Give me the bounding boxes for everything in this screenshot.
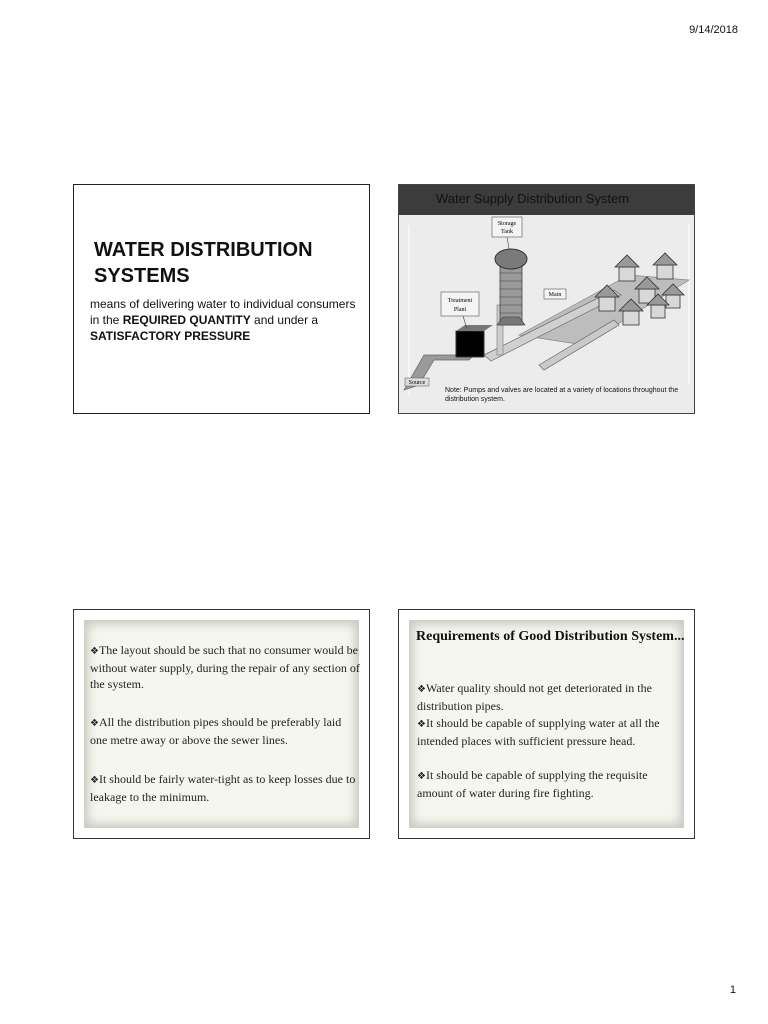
slide-1-body-text-1: means of delivering water to individual consumers in the — [90, 297, 356, 327]
treatment-plant-building — [456, 331, 484, 357]
page-date: 9/14/2018 — [689, 24, 738, 36]
slide-3-bullet-1-text: The layout should be such that no consumer would be without water supply, during the repair of any section of the system. — [90, 643, 360, 691]
slide-2-title: Water Supply Distribution System — [436, 191, 630, 206]
bullet-marker-icon: ❖ — [90, 775, 99, 786]
slide-4-bullet-3-text: It should be capable of supplying the requisite amount of water during fire fighting. — [417, 768, 648, 800]
slide-4 — [398, 609, 695, 839]
label-treatment-plant-1: Treatment — [447, 298, 473, 304]
slide-1-title: WATER DISTRIBUTION SYSTEMS — [94, 239, 313, 287]
slide-2-note: Note: Pumps and valves are located at a variety of locations throughout the distribution system. — [445, 387, 679, 403]
label-storage-tank-2: Tank — [501, 229, 513, 235]
slide-1-body — [90, 296, 360, 344]
slide-3-bullet-2-text: All the distribution pipes should be preferably laid one metre away or above the sewer lines. — [90, 715, 342, 747]
bullet-marker-icon: ❖ — [417, 771, 426, 782]
slide-4-bullet-3 — [417, 767, 685, 801]
bullet-marker-icon: ❖ — [417, 719, 426, 730]
water-distribution-diagram — [399, 185, 695, 414]
slide-3-bullet-2 — [90, 714, 360, 748]
label-source: Source — [408, 380, 426, 386]
slide-2 — [398, 184, 695, 414]
page-number: 1 — [729, 984, 736, 996]
slide-3-bullet-3 — [90, 771, 360, 805]
label-storage-tank-1: Storage — [497, 221, 517, 227]
bullet-marker-icon: ❖ — [90, 718, 99, 729]
label-main: Main — [548, 292, 562, 298]
slide-4-bullet-1-text: Water quality should not get deteriorated in the distribution pipes. — [417, 681, 652, 713]
slide-3-bullet-3-text: It should be fairly water-tight as to keep losses due to leakage to the minimum. — [90, 772, 356, 804]
bullet-marker-icon: ❖ — [90, 646, 99, 657]
label-treatment-plant-2: Plant — [453, 307, 467, 313]
slide-4-bullet-2 — [417, 715, 685, 749]
slide-4-title: Requirements of Good Distribution System... — [416, 629, 685, 644]
bullet-marker-icon: ❖ — [417, 684, 426, 695]
slide-3-bullet-1 — [90, 642, 360, 692]
storage-tank-top — [495, 249, 527, 269]
slide-1-body-text-2: and under a — [250, 313, 319, 327]
slide-4-bullet-1 — [417, 680, 685, 714]
storage-tank-column — [500, 263, 522, 325]
slide-1-required-quantity: REQUIRED QUANTITY — [122, 313, 251, 327]
slide-1 — [73, 184, 370, 414]
slide-3 — [73, 609, 370, 839]
slide-4-bullet-2-text: It should be capable of supplying water at all the intended places with sufficient pressure head. — [417, 716, 660, 748]
slide-1-satisfactory-pressure: SATISFACTORY PRESSURE — [90, 329, 251, 343]
